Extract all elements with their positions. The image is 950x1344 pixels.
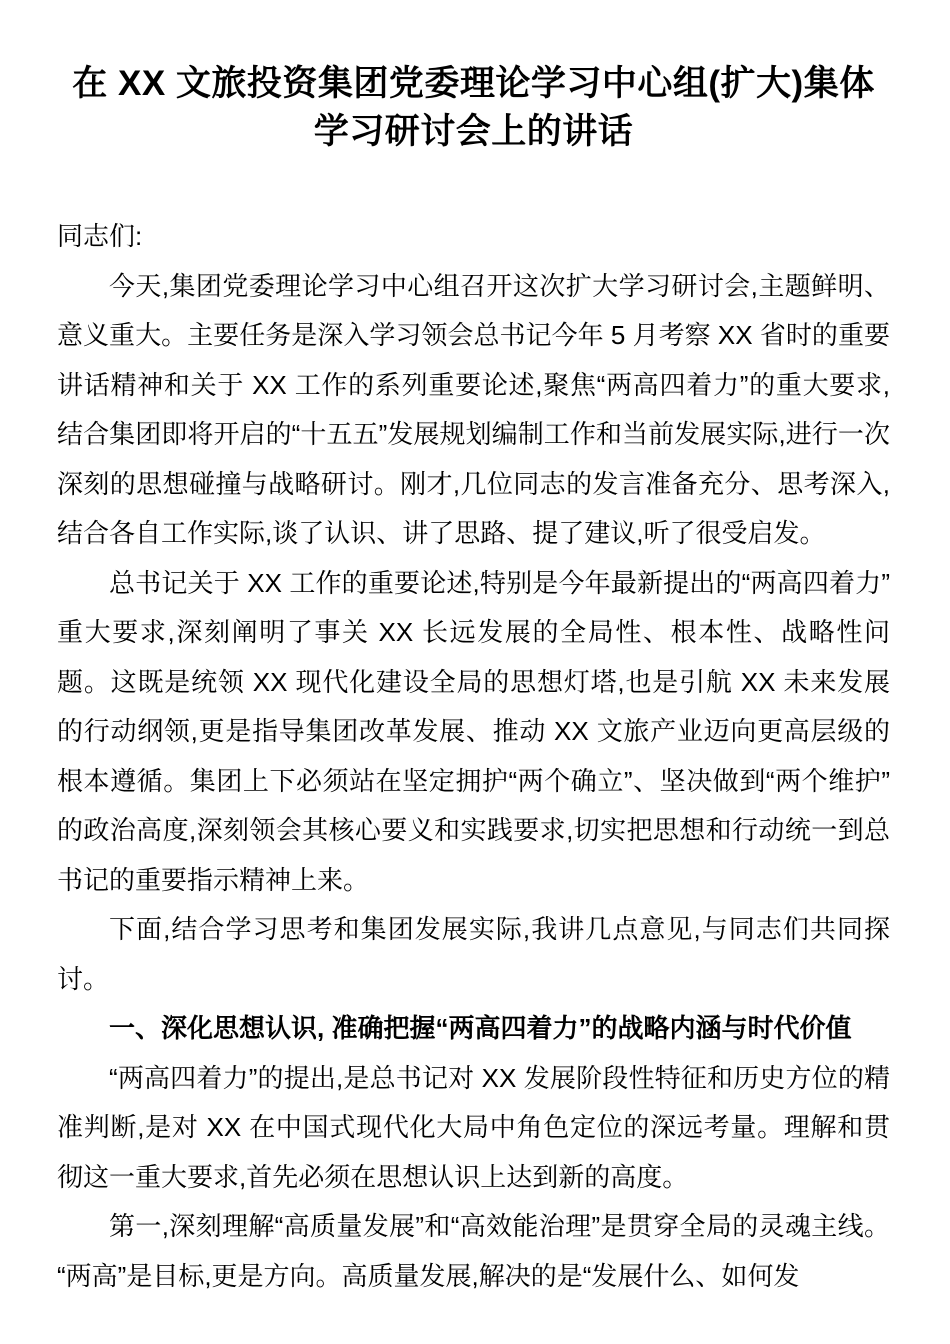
- document-body: [57, 212, 890, 1301]
- paragraph: 同志们:: [57, 221, 143, 251]
- paragraph: 今天,集团党委理论学习中心组召开这次扩大学习研讨会,主题鲜明、意义重大。主要任务是深入学习领会总书记今年 5 月考察 XX 省时的重要讲话精神和关于 XX 工作的系列重要论述,聚焦“两高四着力”的重大要求,结合集团即将开启的“十五五”发展规划编制工作和当前发展实际,进行一次深刻的思想碰撞与战略研讨。刚才,几位同志的发言准备充分、思考深入,结合各自工作实际,谈了认识、讲了思路、提了建议,听了很受启发。: [57, 270, 890, 548]
- paragraph: 下面,结合学习思考和集团发展实际,我讲几点意见,与同志们共同探讨。: [57, 914, 890, 994]
- document-title: 在 XX 文旅投资集团党委理论学习中心组(扩大)集体学习研讨会上的讲话: [72, 64, 875, 151]
- paragraph: 第一,深刻理解“高质量发展”和“高效能治理”是贯穿全局的灵魂主线。“两高”是目标,更是方向。高质量发展,解决的是“发展什么、如何发: [57, 1211, 890, 1291]
- paragraph: 总书记关于 XX 工作的重要论述,特别是今年最新提出的“两高四着力”重大要求,深刻阐明了事关 XX 长远发展的全局性、根本性、战略性问题。这既是统领 XX 现代化建设全局的思想灯塔,也是引航 XX 未来发展的行动纲领,更是指导集团改革发展、推动 XX 文旅产业迈向更高层级的根本遵循。集团上下必须站在坚定拥护“两个确立”、坚决做到“两个维护”的政治高度,深刻领会其核心要义和实践要求,切实把思想和行动统一到总书记的重要指示精神上来。: [57, 567, 890, 895]
- section-heading: 一、深化思想认识, 准确把握“两高四着力”的战略内涵与时代价值: [109, 1013, 852, 1043]
- paragraph: “两高四着力”的提出,是总书记对 XX 发展阶段性特征和历史方位的精准判断,是对 XX 在中国式现代化大局中角色定位的深远考量。理解和贯彻这一重大要求,首先必须在思想认识上达到新的高度。: [57, 1062, 890, 1192]
